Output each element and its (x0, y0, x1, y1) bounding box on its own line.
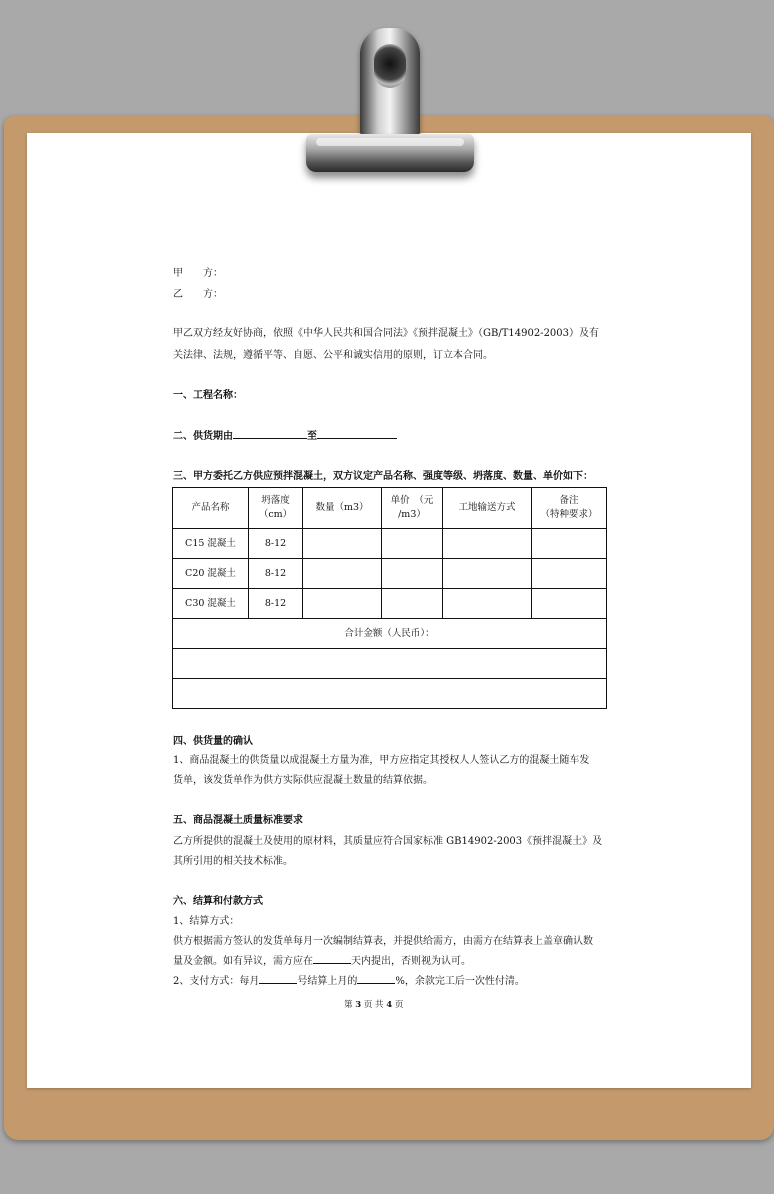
current-page: 3 (355, 1000, 362, 1010)
intro-line-1: 甲乙双方经友好协商，依照《中华人民共和国合同法》《预拌混凝土》（GB/T14902-2003）及有 (173, 328, 600, 339)
table-row (173, 589, 607, 619)
page-number: 第 3 页 共 4 页 (344, 1000, 404, 1010)
section-4-line-1: 1、商品混凝土的供货量以成混凝土方量为准，甲方应指定其授权人人签认乙方的混凝土随车发 (173, 755, 590, 766)
party-a-label: 甲 方： (173, 268, 223, 279)
section-1-title: 一、工程名称： (173, 390, 243, 401)
section-5-line-1: 乙方所提供的混凝土及使用的原材料，其质量应符合国家标准 GB14902-2003《预拌混凝土》及 (173, 836, 603, 847)
header-unit-price: 单价 （元 /m3） (382, 488, 443, 529)
table-total-row (173, 619, 607, 649)
header-delivery-method: 工地输送方式 (443, 488, 532, 529)
cell-remarks (532, 559, 607, 589)
table-blank-row (173, 679, 607, 709)
payment-percent-blank (357, 983, 395, 984)
header-remarks: 备注 （特种要求） (532, 488, 607, 529)
cell-unit-price (382, 529, 443, 559)
cell-unit-price (382, 559, 443, 589)
table-row (173, 529, 607, 559)
section-6-title: 六、结算和付款方式 (173, 896, 263, 907)
section-6-line-2: 量及金额。如有异议，需方应在 天内提出，否则视为认可。 (173, 956, 471, 967)
header-quantity: 数量（m3） (303, 488, 382, 529)
cell-product-name: C30 混凝土 (173, 589, 249, 619)
cell-slump: 8-12 (249, 529, 303, 559)
section-2-delivery-period (173, 427, 397, 442)
cell-remarks (532, 529, 607, 559)
cell-product-name: C15 混凝土 (173, 529, 249, 559)
total-pages: 4 (386, 1000, 393, 1010)
table-row (173, 559, 607, 589)
cell-delivery-method (443, 589, 532, 619)
section-4-title: 四、供货量的确认 (173, 736, 253, 747)
cell-delivery-method (443, 559, 532, 589)
cell-quantity (303, 559, 382, 589)
table-header-row (173, 488, 607, 529)
party-b-label: 乙 方： (173, 289, 223, 300)
cell-quantity (303, 529, 382, 559)
total-amount-label: 合计金额（人民币）： (173, 619, 607, 649)
product-table (172, 487, 607, 709)
section-3-title: 三、甲方委托乙方供应预拌混凝土，双方议定产品名称、强度等级、坍落度、数量、单价如下： (173, 471, 593, 482)
cell-slump: 8-12 (249, 559, 303, 589)
header-product-name: 产品名称 (173, 488, 249, 529)
cell-slump: 8-12 (249, 589, 303, 619)
intro-line-2: 关法律、法规，遵循平等、自愿、公平和诚实信用的原则，订立本合同。 (173, 350, 493, 361)
section-5-line-2: 其所引用的相关技术标准。 (173, 856, 293, 867)
cell-delivery-method (443, 529, 532, 559)
start-date-blank (233, 438, 307, 439)
cell-remarks (532, 589, 607, 619)
header-slump: 坍落度（cm） (249, 488, 303, 529)
section-5-title: 五、商品混凝土质量标准要求 (173, 815, 303, 826)
cell-quantity (303, 589, 382, 619)
end-date-blank (317, 438, 397, 439)
section-6-sub-1: 1、结算方式： (173, 916, 240, 927)
cell-unit-price (382, 589, 443, 619)
objection-days-blank (313, 963, 351, 964)
section-6-payment: 2、支付方式：每月 号结算上月的 %，余款完工后一次性付清。 (173, 976, 525, 987)
table-blank-row (173, 649, 607, 679)
section-4-line-2: 货单，该发货单作为供方实际供应混凝土数量的结算依据。 (173, 775, 433, 786)
section-2-middle: 至 (307, 431, 317, 442)
settlement-day-blank (259, 983, 297, 984)
section-6-line-1: 供方根据需方签认的发货单每月一次编制结算表，并提供给需方，由需方在结算表上盖章确认数 (173, 936, 593, 947)
cell-product-name: C20 混凝土 (173, 559, 249, 589)
section-2-prefix: 二、供货期由 (173, 431, 233, 442)
